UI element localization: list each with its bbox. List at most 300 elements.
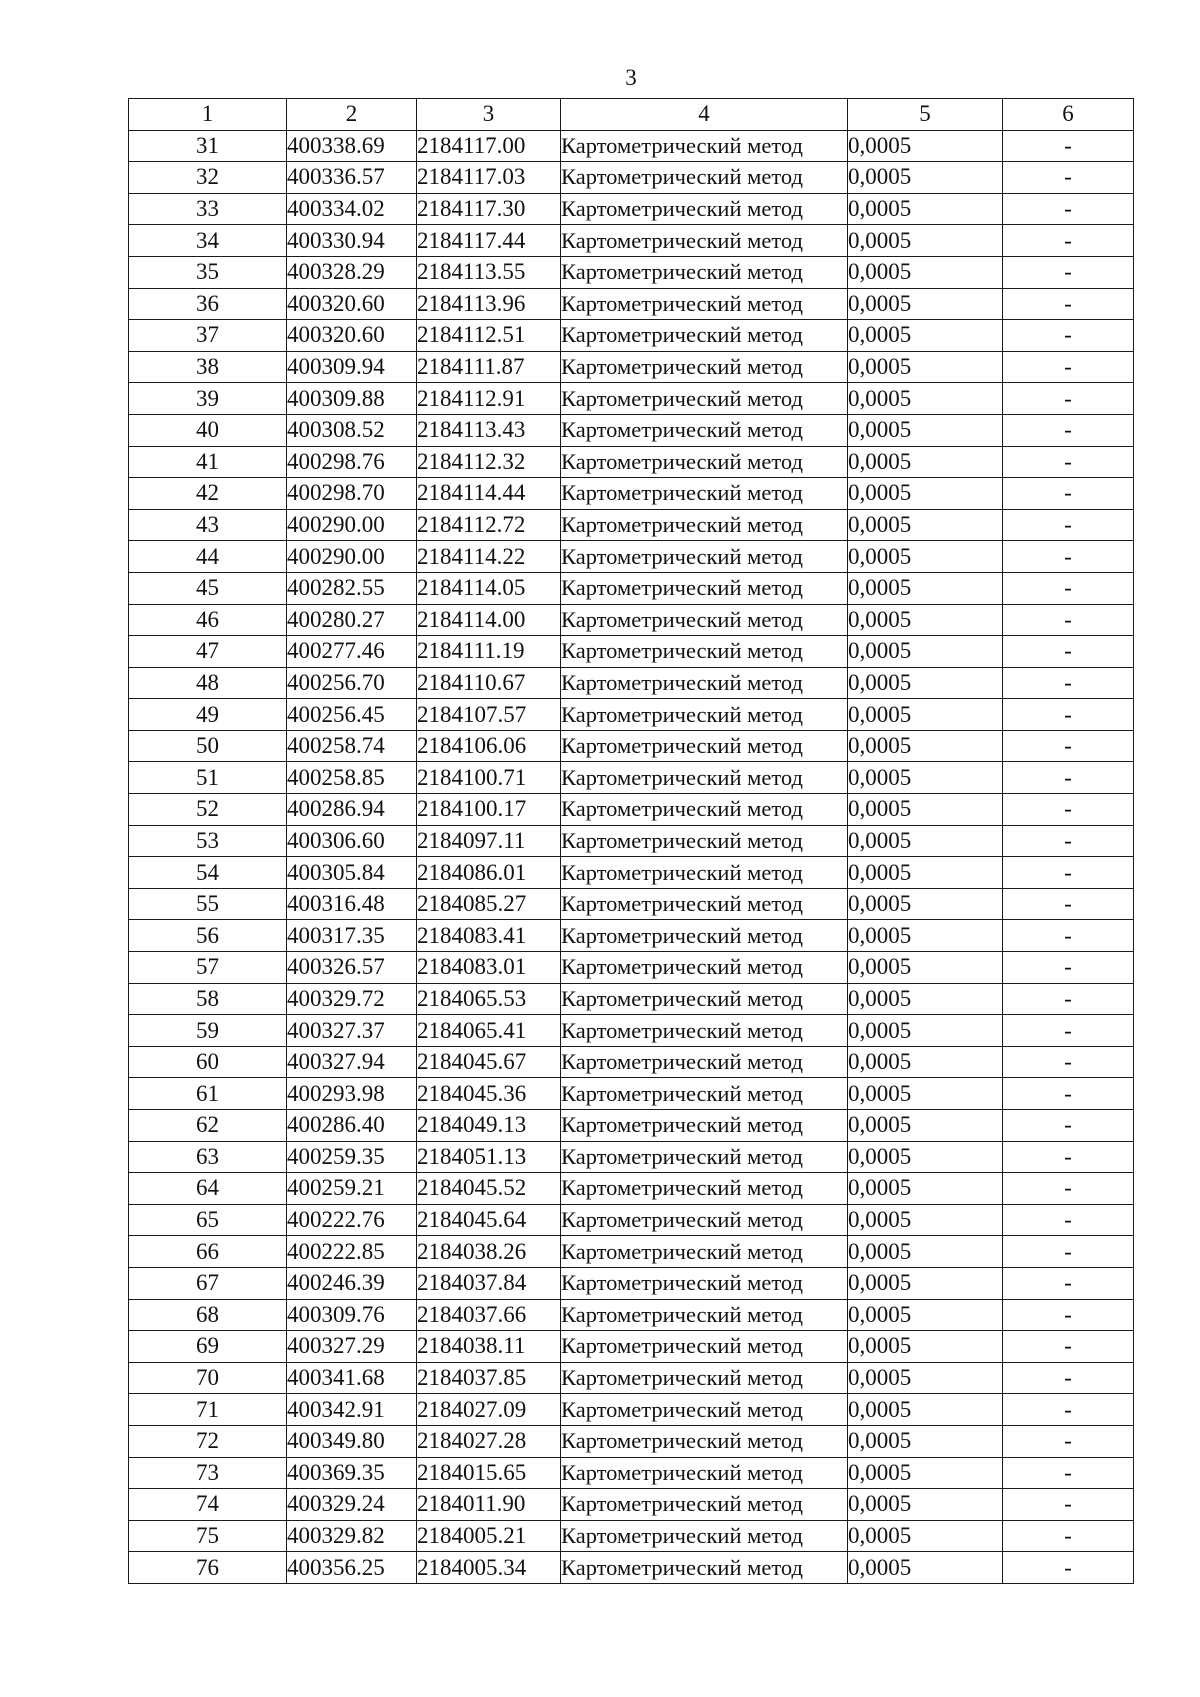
table-row [129,762,1134,794]
method-cell: Картометрический метод [561,1362,848,1394]
note-cell: - [1003,478,1134,510]
accuracy-cell: 0,0005 [848,1552,1003,1584]
method-cell: Картометрический метод [561,383,848,415]
y-coordinate-cell: 2184038.26 [417,1236,561,1268]
method-cell: Картометрический метод [561,1552,848,1584]
point-number-cell: 45 [129,572,287,604]
table-row [129,857,1134,889]
accuracy-cell: 0,0005 [848,1141,1003,1173]
y-coordinate-cell: 2184083.41 [417,920,561,952]
point-number-cell: 34 [129,225,287,257]
y-coordinate-cell: 2184107.57 [417,699,561,731]
accuracy-cell: 0,0005 [848,888,1003,920]
y-coordinate-cell: 2184049.13 [417,1110,561,1142]
method-cell: Картометрический метод [561,825,848,857]
point-number-cell: 47 [129,636,287,668]
x-coordinate-cell: 400356.25 [287,1552,417,1584]
accuracy-cell: 0,0005 [848,478,1003,510]
method-cell: Картометрический метод [561,1110,848,1142]
table-row [129,162,1134,194]
y-coordinate-cell: 2184005.34 [417,1552,561,1584]
note-cell: - [1003,383,1134,415]
y-coordinate-cell: 2184045.52 [417,1173,561,1205]
accuracy-cell: 0,0005 [848,1173,1003,1205]
note-cell: - [1003,541,1134,573]
method-cell: Картометрический метод [561,730,848,762]
accuracy-cell: 0,0005 [848,351,1003,383]
table-row [129,541,1134,573]
accuracy-cell: 0,0005 [848,1046,1003,1078]
table-row [129,130,1134,162]
x-coordinate-cell: 400246.39 [287,1267,417,1299]
accuracy-cell: 0,0005 [848,1425,1003,1457]
point-number-cell: 73 [129,1457,287,1489]
note-cell: - [1003,952,1134,984]
method-cell: Картометрический метод [561,1267,848,1299]
x-coordinate-cell: 400309.94 [287,351,417,383]
table-row [129,794,1134,826]
method-cell: Картометрический метод [561,604,848,636]
method-cell: Картометрический метод [561,636,848,668]
y-coordinate-cell: 2184085.27 [417,888,561,920]
table-row [129,1552,1134,1584]
table-row [129,1299,1134,1331]
x-coordinate-cell: 400286.94 [287,794,417,826]
x-coordinate-cell: 400280.27 [287,604,417,636]
note-cell: - [1003,762,1134,794]
note-cell: - [1003,1110,1134,1142]
note-cell: - [1003,636,1134,668]
x-coordinate-cell: 400290.00 [287,509,417,541]
method-cell: Картометрический метод [561,1520,848,1552]
method-cell: Картометрический метод [561,1204,848,1236]
method-cell: Картометрический метод [561,351,848,383]
method-cell: Картометрический метод [561,446,848,478]
note-cell: - [1003,1173,1134,1205]
column-header-5: 5 [848,99,1003,131]
method-cell: Картометрический метод [561,667,848,699]
note-cell: - [1003,1015,1134,1047]
table-row [129,1236,1134,1268]
table-row [129,1173,1134,1205]
note-cell: - [1003,1331,1134,1363]
point-number-cell: 74 [129,1489,287,1521]
table-row [129,1204,1134,1236]
y-coordinate-cell: 2184111.87 [417,351,561,383]
accuracy-cell: 0,0005 [848,857,1003,889]
x-coordinate-cell: 400258.85 [287,762,417,794]
note-cell: - [1003,730,1134,762]
x-coordinate-cell: 400320.60 [287,288,417,320]
column-header-4: 4 [561,99,848,131]
table-row [129,446,1134,478]
method-cell: Картометрический метод [561,1141,848,1173]
x-coordinate-cell: 400342.91 [287,1394,417,1426]
point-number-cell: 75 [129,1520,287,1552]
note-cell: - [1003,667,1134,699]
note-cell: - [1003,414,1134,446]
column-header-2: 2 [287,99,417,131]
method-cell: Картометрический метод [561,1457,848,1489]
method-cell: Картометрический метод [561,1394,848,1426]
y-coordinate-cell: 2184106.06 [417,730,561,762]
table-row [129,825,1134,857]
method-cell: Картометрический метод [561,699,848,731]
table-row [129,699,1134,731]
note-cell: - [1003,225,1134,257]
y-coordinate-cell: 2184113.43 [417,414,561,446]
table-row [129,667,1134,699]
x-coordinate-cell: 400286.40 [287,1110,417,1142]
y-coordinate-cell: 2184117.03 [417,162,561,194]
method-cell: Картометрический метод [561,1489,848,1521]
accuracy-cell: 0,0005 [848,256,1003,288]
y-coordinate-cell: 2184117.30 [417,193,561,225]
header-row [129,99,1134,131]
method-cell: Картометрический метод [561,1173,848,1205]
accuracy-cell: 0,0005 [848,952,1003,984]
y-coordinate-cell: 2184100.71 [417,762,561,794]
method-cell: Картометрический метод [561,1078,848,1110]
point-number-cell: 32 [129,162,287,194]
y-coordinate-cell: 2184114.44 [417,478,561,510]
x-coordinate-cell: 400338.69 [287,130,417,162]
x-coordinate-cell: 400341.68 [287,1362,417,1394]
point-number-cell: 63 [129,1141,287,1173]
point-number-cell: 64 [129,1173,287,1205]
note-cell: - [1003,1078,1134,1110]
note-cell: - [1003,1267,1134,1299]
method-cell: Картометрический метод [561,414,848,446]
note-cell: - [1003,604,1134,636]
method-cell: Картометрический метод [561,509,848,541]
note-cell: - [1003,509,1134,541]
point-number-cell: 72 [129,1425,287,1457]
accuracy-cell: 0,0005 [848,730,1003,762]
point-number-cell: 51 [129,762,287,794]
table-row [129,920,1134,952]
table-row [129,1141,1134,1173]
table-row [129,351,1134,383]
table-row [129,1331,1134,1363]
y-coordinate-cell: 2184037.84 [417,1267,561,1299]
note-cell: - [1003,1520,1134,1552]
x-coordinate-cell: 400282.55 [287,572,417,604]
point-number-cell: 31 [129,130,287,162]
y-coordinate-cell: 2184051.13 [417,1141,561,1173]
point-number-cell: 46 [129,604,287,636]
method-cell: Картометрический метод [561,320,848,352]
x-coordinate-cell: 400298.70 [287,478,417,510]
point-number-cell: 57 [129,952,287,984]
point-number-cell: 42 [129,478,287,510]
note-cell: - [1003,130,1134,162]
table-row [129,888,1134,920]
x-coordinate-cell: 400256.45 [287,699,417,731]
table-row [129,1425,1134,1457]
y-coordinate-cell: 2184037.66 [417,1299,561,1331]
accuracy-cell: 0,0005 [848,414,1003,446]
x-coordinate-cell: 400326.57 [287,952,417,984]
x-coordinate-cell: 400309.76 [287,1299,417,1331]
point-number-cell: 41 [129,446,287,478]
method-cell: Картометрический метод [561,1425,848,1457]
accuracy-cell: 0,0005 [848,1015,1003,1047]
x-coordinate-cell: 400258.74 [287,730,417,762]
accuracy-cell: 0,0005 [848,1299,1003,1331]
point-number-cell: 50 [129,730,287,762]
x-coordinate-cell: 400336.57 [287,162,417,194]
method-cell: Картометрический метод [561,572,848,604]
accuracy-cell: 0,0005 [848,288,1003,320]
column-header-3: 3 [417,99,561,131]
method-cell: Картометрический метод [561,952,848,984]
table-row [129,414,1134,446]
y-coordinate-cell: 2184015.65 [417,1457,561,1489]
y-coordinate-cell: 2184038.11 [417,1331,561,1363]
accuracy-cell: 0,0005 [848,1520,1003,1552]
note-cell: - [1003,1425,1134,1457]
accuracy-cell: 0,0005 [848,1489,1003,1521]
note-cell: - [1003,1457,1134,1489]
note-cell: - [1003,351,1134,383]
note-cell: - [1003,699,1134,731]
accuracy-cell: 0,0005 [848,572,1003,604]
table-row [129,193,1134,225]
accuracy-cell: 0,0005 [848,130,1003,162]
y-coordinate-cell: 2184112.91 [417,383,561,415]
table-row [129,730,1134,762]
y-coordinate-cell: 2184112.72 [417,509,561,541]
accuracy-cell: 0,0005 [848,225,1003,257]
column-header-6: 6 [1003,99,1134,131]
point-number-cell: 44 [129,541,287,573]
x-coordinate-cell: 400298.76 [287,446,417,478]
x-coordinate-cell: 400329.24 [287,1489,417,1521]
x-coordinate-cell: 400259.21 [287,1173,417,1205]
point-number-cell: 52 [129,794,287,826]
note-cell: - [1003,193,1134,225]
table-row [129,1362,1134,1394]
y-coordinate-cell: 2184097.11 [417,825,561,857]
accuracy-cell: 0,0005 [848,920,1003,952]
method-cell: Картометрический метод [561,983,848,1015]
table-row [129,1520,1134,1552]
point-number-cell: 62 [129,1110,287,1142]
method-cell: Картометрический метод [561,1299,848,1331]
x-coordinate-cell: 400316.48 [287,888,417,920]
point-number-cell: 37 [129,320,287,352]
table-row [129,1457,1134,1489]
note-cell: - [1003,983,1134,1015]
x-coordinate-cell: 400256.70 [287,667,417,699]
method-cell: Картометрический метод [561,478,848,510]
y-coordinate-cell: 2184086.01 [417,857,561,889]
accuracy-cell: 0,0005 [848,162,1003,194]
y-coordinate-cell: 2184110.67 [417,667,561,699]
y-coordinate-cell: 2184045.67 [417,1046,561,1078]
x-coordinate-cell: 400309.88 [287,383,417,415]
accuracy-cell: 0,0005 [848,193,1003,225]
note-cell: - [1003,1552,1134,1584]
x-coordinate-cell: 400334.02 [287,193,417,225]
method-cell: Картометрический метод [561,288,848,320]
x-coordinate-cell: 400330.94 [287,225,417,257]
point-number-cell: 66 [129,1236,287,1268]
table-row [129,1267,1134,1299]
note-cell: - [1003,256,1134,288]
method-cell: Картометрический метод [561,225,848,257]
note-cell: - [1003,446,1134,478]
point-number-cell: 36 [129,288,287,320]
note-cell: - [1003,1204,1134,1236]
y-coordinate-cell: 2184100.17 [417,794,561,826]
y-coordinate-cell: 2184005.21 [417,1520,561,1552]
x-coordinate-cell: 400308.52 [287,414,417,446]
point-number-cell: 53 [129,825,287,857]
x-coordinate-cell: 400317.35 [287,920,417,952]
note-cell: - [1003,794,1134,826]
point-number-cell: 55 [129,888,287,920]
x-coordinate-cell: 400306.60 [287,825,417,857]
table-row [129,983,1134,1015]
y-coordinate-cell: 2184114.22 [417,541,561,573]
table-row [129,1394,1134,1426]
x-coordinate-cell: 400222.76 [287,1204,417,1236]
x-coordinate-cell: 400327.37 [287,1015,417,1047]
accuracy-cell: 0,0005 [848,667,1003,699]
table-row [129,478,1134,510]
note-cell: - [1003,1299,1134,1331]
table-row [129,1046,1134,1078]
x-coordinate-cell: 400327.94 [287,1046,417,1078]
table-row [129,572,1134,604]
accuracy-cell: 0,0005 [848,320,1003,352]
y-coordinate-cell: 2184027.09 [417,1394,561,1426]
point-number-cell: 54 [129,857,287,889]
y-coordinate-cell: 2184037.85 [417,1362,561,1394]
accuracy-cell: 0,0005 [848,446,1003,478]
note-cell: - [1003,825,1134,857]
y-coordinate-cell: 2184065.53 [417,983,561,1015]
x-coordinate-cell: 400320.60 [287,320,417,352]
note-cell: - [1003,1489,1134,1521]
accuracy-cell: 0,0005 [848,825,1003,857]
accuracy-cell: 0,0005 [848,541,1003,573]
point-number-cell: 60 [129,1046,287,1078]
table-header [129,99,1134,131]
table-row [129,288,1134,320]
table-row [129,225,1134,257]
y-coordinate-cell: 2184113.96 [417,288,561,320]
y-coordinate-cell: 2184045.36 [417,1078,561,1110]
method-cell: Картометрический метод [561,1046,848,1078]
accuracy-cell: 0,0005 [848,1457,1003,1489]
accuracy-cell: 0,0005 [848,1236,1003,1268]
coordinates-table [128,98,1134,1584]
y-coordinate-cell: 2184112.51 [417,320,561,352]
accuracy-cell: 0,0005 [848,509,1003,541]
point-number-cell: 39 [129,383,287,415]
accuracy-cell: 0,0005 [848,1204,1003,1236]
accuracy-cell: 0,0005 [848,604,1003,636]
x-coordinate-cell: 400329.82 [287,1520,417,1552]
point-number-cell: 58 [129,983,287,1015]
note-cell: - [1003,1046,1134,1078]
point-number-cell: 35 [129,256,287,288]
x-coordinate-cell: 400290.00 [287,541,417,573]
accuracy-cell: 0,0005 [848,1362,1003,1394]
note-cell: - [1003,320,1134,352]
method-cell: Картометрический метод [561,130,848,162]
x-coordinate-cell: 400259.35 [287,1141,417,1173]
y-coordinate-cell: 2184027.28 [417,1425,561,1457]
method-cell: Картометрический метод [561,857,848,889]
point-number-cell: 48 [129,667,287,699]
method-cell: Картометрический метод [561,1331,848,1363]
table-row [129,1489,1134,1521]
x-coordinate-cell: 400277.46 [287,636,417,668]
table-row [129,320,1134,352]
y-coordinate-cell: 2184114.00 [417,604,561,636]
page-number: 3 [625,65,637,90]
point-number-cell: 59 [129,1015,287,1047]
method-cell: Картометрический метод [561,541,848,573]
method-cell: Картометрический метод [561,762,848,794]
note-cell: - [1003,857,1134,889]
table-row [129,952,1134,984]
y-coordinate-cell: 2184114.05 [417,572,561,604]
method-cell: Картометрический метод [561,794,848,826]
column-header-1: 1 [129,99,287,131]
x-coordinate-cell: 400222.85 [287,1236,417,1268]
method-cell: Картометрический метод [561,888,848,920]
point-number-cell: 68 [129,1299,287,1331]
y-coordinate-cell: 2184117.00 [417,130,561,162]
table-row [129,1078,1134,1110]
accuracy-cell: 0,0005 [848,794,1003,826]
method-cell: Картометрический метод [561,1236,848,1268]
accuracy-cell: 0,0005 [848,383,1003,415]
y-coordinate-cell: 2184113.55 [417,256,561,288]
method-cell: Картометрический метод [561,256,848,288]
accuracy-cell: 0,0005 [848,1331,1003,1363]
accuracy-cell: 0,0005 [848,1394,1003,1426]
x-coordinate-cell: 400349.80 [287,1425,417,1457]
point-number-cell: 61 [129,1078,287,1110]
method-cell: Картометрический метод [561,193,848,225]
point-number-cell: 71 [129,1394,287,1426]
y-coordinate-cell: 2184083.01 [417,952,561,984]
note-cell: - [1003,572,1134,604]
note-cell: - [1003,920,1134,952]
point-number-cell: 67 [129,1267,287,1299]
x-coordinate-cell: 400328.29 [287,256,417,288]
point-number-cell: 43 [129,509,287,541]
accuracy-cell: 0,0005 [848,1078,1003,1110]
y-coordinate-cell: 2184065.41 [417,1015,561,1047]
table-row [129,509,1134,541]
note-cell: - [1003,162,1134,194]
x-coordinate-cell: 400369.35 [287,1457,417,1489]
accuracy-cell: 0,0005 [848,983,1003,1015]
accuracy-cell: 0,0005 [848,762,1003,794]
note-cell: - [1003,1394,1134,1426]
point-number-cell: 76 [129,1552,287,1584]
x-coordinate-cell: 400305.84 [287,857,417,889]
table-row [129,256,1134,288]
point-number-cell: 65 [129,1204,287,1236]
